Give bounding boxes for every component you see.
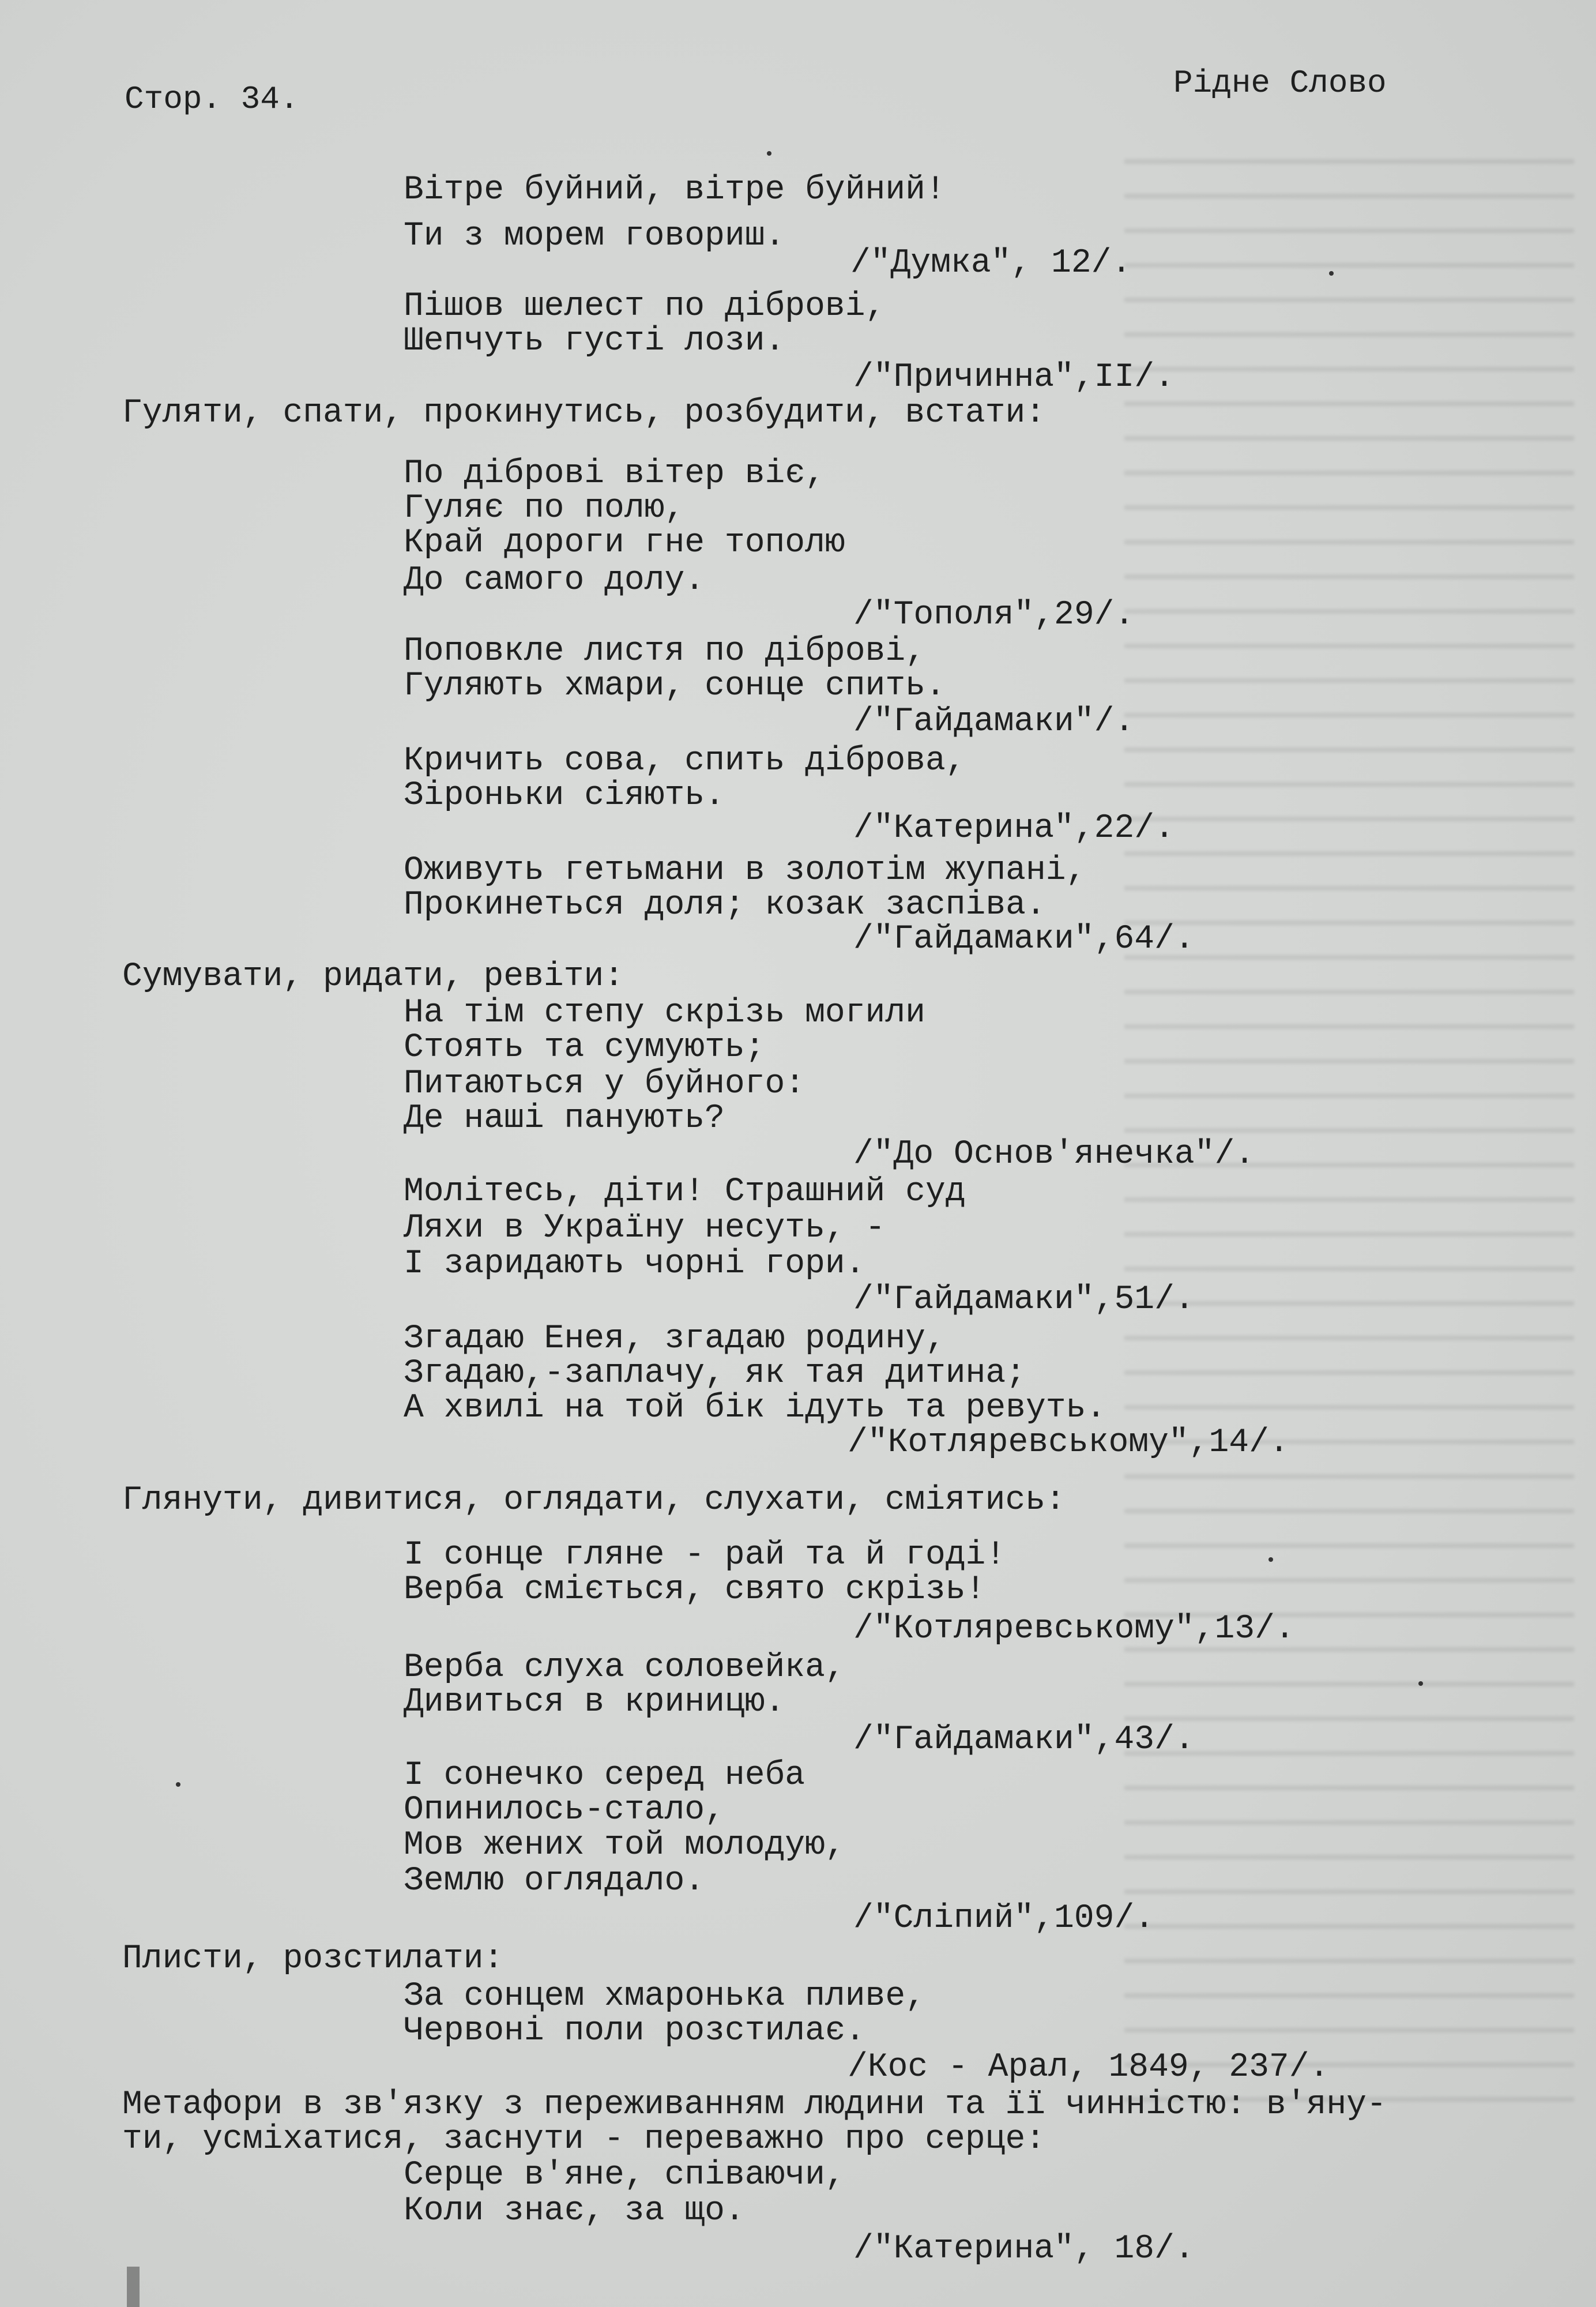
verse-line: До самого долу. xyxy=(404,562,705,599)
citation: /"Гайдамаки",43/. xyxy=(853,1721,1195,1759)
verse-line: Коли знає, за що. xyxy=(404,2192,745,2230)
verse-line: Верба слуха соловейка, xyxy=(404,1649,845,1686)
ink-speck xyxy=(176,1782,180,1787)
citation: /"До Основ'янечка"/. xyxy=(853,1136,1255,1173)
verse-line: Дивиться в криницю. xyxy=(404,1684,785,1721)
verse-line: Мов жених той молодую, xyxy=(404,1827,845,1864)
verse-line: І заридають чорні гори. xyxy=(404,1245,865,1283)
journal-title: Рідне Слово xyxy=(1173,65,1387,102)
section-heading: Глянути, дивитися, оглядати, слухати, сміятись: xyxy=(122,1482,1066,1519)
verse-line: Пішов шелест по діброві, xyxy=(404,288,886,325)
citation: /"Тополя",29/. xyxy=(853,596,1135,634)
verse-line: І сонечко серед неба xyxy=(404,1757,805,1794)
verse-line: Гуляють хмари, сонце спить. xyxy=(404,667,946,705)
citation: /"Котляревському",14/. xyxy=(848,1424,1289,1461)
scan-edge-mark xyxy=(127,2267,140,2307)
verse-line: Опинилось-стало, xyxy=(404,1791,725,1829)
verse-line: На тім степу скрізь могили xyxy=(404,994,925,1032)
verse-line: Де наші панують? xyxy=(404,1100,725,1137)
verse-line: Згадаю Енея, згадаю родину, xyxy=(404,1320,946,1358)
verse-line: Шепчуть густі лози. xyxy=(404,322,785,360)
section-heading: Сумувати, ридати, ревіти: xyxy=(122,958,624,995)
citation: /"Катерина",22/. xyxy=(853,810,1175,847)
citation: /Кос - Арал, 1849, 237/. xyxy=(848,2049,1330,2086)
section-heading: Плисти, розстилати: xyxy=(122,1940,504,1978)
verse-line: Ляхи в Україну несуть, - xyxy=(404,1209,886,1247)
ink-speck xyxy=(767,151,771,156)
verse-line: Червоні поли розстилає. xyxy=(404,2012,865,2050)
verse-line: Кричить сова, спить діброва, xyxy=(404,742,966,780)
ink-speck xyxy=(1418,1681,1423,1686)
verse-line: Вітре буйний, вітре буйний! xyxy=(404,171,946,209)
verse-line: А хвилі на той бік ідуть та ревуть. xyxy=(404,1389,1106,1427)
verse-line: Ти з морем говориш. xyxy=(404,217,785,255)
verse-line: Гуляє по полю, xyxy=(404,490,685,527)
ink-speck xyxy=(1329,271,1334,276)
section-heading: Гуляти, спати, прокинутись, розбудити, встати: xyxy=(122,394,1046,432)
paragraph-line: ти, усміхатися, заснути - переважно про серце: xyxy=(122,2121,1046,2158)
verse-line: За сонцем хмаронька пливе, xyxy=(404,1978,925,2015)
ink-speck xyxy=(1268,1557,1273,1562)
verse-line: Край дороги гне тополю xyxy=(404,524,845,562)
citation: /"Гайдамаки",51/. xyxy=(853,1281,1195,1318)
citation: /"Сліпий",109/. xyxy=(853,1900,1155,1937)
verse-line: Зіроньки сіяють. xyxy=(404,777,725,814)
citation: /"Причинна",II/. xyxy=(853,359,1175,396)
citation: /"Думка", 12/. xyxy=(850,245,1132,282)
verse-line: Верба сміється, свято скрізь! xyxy=(404,1571,986,1609)
paragraph-line: Метафори в зв'язку з переживанням людини та її чинністю: в'яну- xyxy=(122,2086,1387,2124)
verse-line: І сонце гляне - рай та й годі! xyxy=(404,1536,1006,1574)
bleed-through-text xyxy=(1124,144,1574,2105)
verse-line: Оживуть гетьмани в золотім жупані, xyxy=(404,852,1086,889)
citation: /"Гайдамаки",64/. xyxy=(853,920,1195,958)
verse-line: Землю оглядало. xyxy=(404,1862,705,1900)
verse-line: Поповкле листя по діброві, xyxy=(404,633,925,670)
page-number: Стор. 34. xyxy=(125,81,299,118)
verse-line: Згадаю,-заплачу, як тая дитина; xyxy=(404,1355,1026,1392)
verse-line: Стоять та сумують; xyxy=(404,1029,765,1066)
verse-line: Серце в'яне, співаючи, xyxy=(404,2156,845,2194)
verse-line: Прокинеться доля; козак заспіва. xyxy=(404,886,1046,924)
verse-line: Питаються у буйного: xyxy=(404,1065,805,1103)
verse-line: По діброві вітер віє, xyxy=(404,455,825,493)
citation: /"Котляревському",13/. xyxy=(853,1610,1295,1648)
citation: /"Катерина", 18/. xyxy=(853,2230,1195,2268)
verse-line: Молітесь, діти! Страшний суд xyxy=(404,1173,966,1211)
citation: /"Гайдамаки"/. xyxy=(853,703,1135,741)
